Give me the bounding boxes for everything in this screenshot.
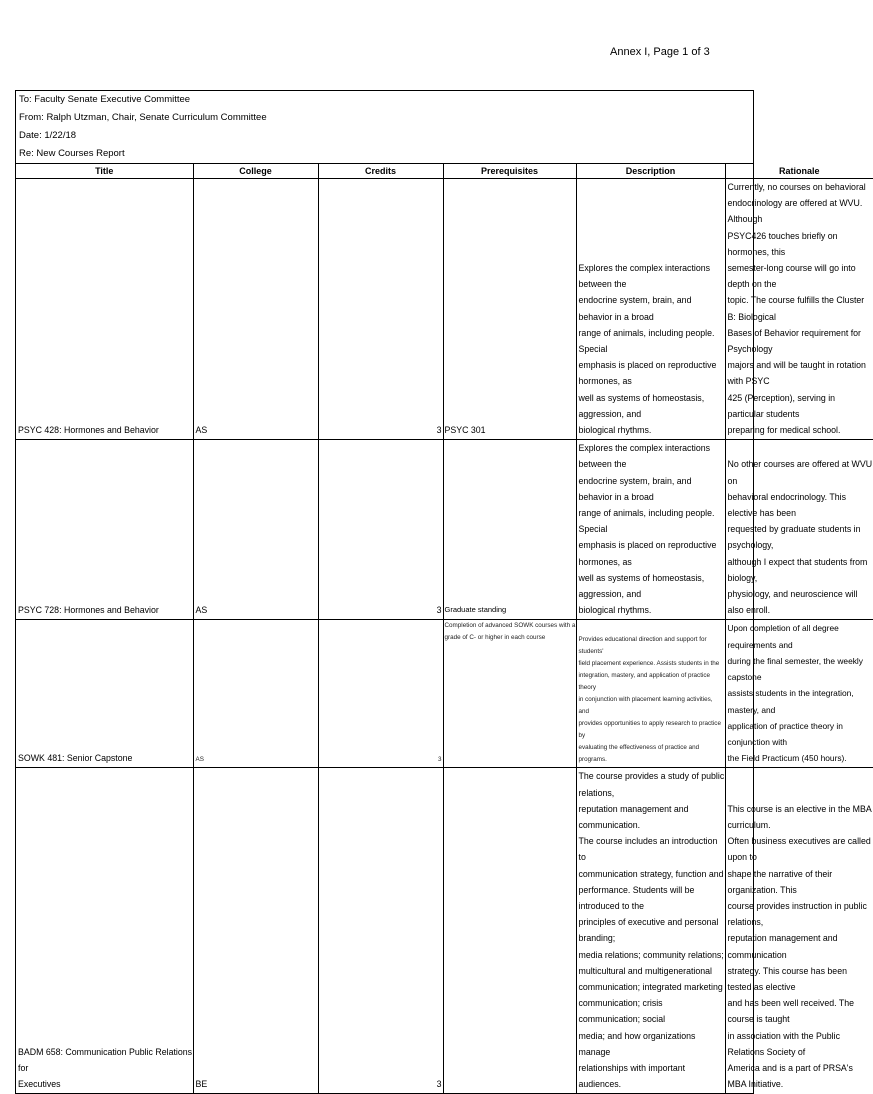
course-rationale: Upon completion of all degree requirements and during the final semester, the weekly capstone assists students in the integration, mastery, and application of practice theory in conjunction with the Field Practicum (450 hours). xyxy=(725,620,873,768)
memo-re: Re: New Courses Report xyxy=(16,145,753,164)
course-prerequisites: Completion of advanced SOWK courses with a grade of C- or higher in each course xyxy=(443,620,576,768)
header-description: Description xyxy=(576,164,725,179)
course-title: SOWK 481: Senior Capstone xyxy=(16,620,193,768)
header-college: College xyxy=(193,164,318,179)
course-college: AS xyxy=(193,620,318,768)
courses-table xyxy=(16,164,873,1093)
course-description: The course provides a study of public relations, reputation management and communication. The course includes an introduction to communication strategy, function and performance. Students will be introduced to the principles of executive and personal branding; media relations; community relations; multicultural and multigenerational communication; integrated marketing communication; crisis communication; social media; and how organizations manage relationships with important audiences. xyxy=(576,768,725,1094)
course-title: BADM 658: Communication Public Relations for Executives xyxy=(18,1046,193,1090)
memo-date: Date: 1/22/18 xyxy=(19,130,77,141)
memo-to: To: Faculty Senate Executive Committee xyxy=(19,94,191,105)
course-prerequisites: PSYC 301 xyxy=(443,179,576,440)
course-rationale: No other courses are offered at WVU on behavioral endocrinology. This elective has been requested by graduate students in psychology, although I expect that students from biology, physiology, and neuroscience will also enroll. xyxy=(725,440,873,620)
course-college: AS xyxy=(193,179,318,440)
course-description: Provides educational direction and support for students' field placement experience. Assists students in the integration, mastery, and application of practice theory in conjunction with placement learning activities, and provides opportunities to apply research to practice by evaluating the effectiveness of practice and programs. xyxy=(576,620,725,768)
header-rationale: Rationale xyxy=(725,164,873,179)
table-header-row xyxy=(16,164,873,179)
course-prerequisites: Graduate standing xyxy=(443,440,576,620)
header-credits: Credits xyxy=(318,164,443,179)
course-description: Explores the complex interactions between the endocrine system, brain, and behavior in a broad range of animals, including people. Special emphasis is placed on reproductive hormones, as well as systems of homeostasis, aggression, and biological rhythms. xyxy=(576,179,725,440)
header-title: Title xyxy=(16,164,193,179)
course-college: BE xyxy=(193,768,318,1094)
course-rationale: This course is an elective in the MBA curriculum. Often business executives are called upon to shape the narrative of their organization. This course provides instruction in public relations, reputation management and communication strategy. This course has been tested as elective and has been well received. The course is taught in association with the Public Relations Society of America and is a part of PRSA's MBA Initiative. xyxy=(725,768,873,1094)
course-rationale: Currently, no courses on behavioral endocrinology are offered at WVU. Although PSYC426 touches briefly on hormones, this semester-long course will go into depth on the topic. The course fulfills the Cluster B: Biological Bases of Behavior requirement for Psychology majors and will be taught in rotation with PSYC 425 (Perception), serving in particular students preparing for medical school. xyxy=(725,179,873,440)
table-row xyxy=(16,440,873,620)
course-title: PSYC 728: Hormones and Behavior xyxy=(16,440,193,620)
memo-from: From: Ralph Utzman, Chair, Senate Curriculum Committee xyxy=(19,112,267,123)
course-credits: 3 xyxy=(318,768,443,1094)
header-prerequisites: Prerequisites xyxy=(443,164,576,179)
course-title: PSYC 428: Hormones and Behavior xyxy=(16,179,193,440)
page-annex-label: Annex I, Page 1 of 3 xyxy=(610,46,710,58)
table-row xyxy=(16,179,873,440)
course-prerequisites xyxy=(443,768,576,1094)
table-row xyxy=(16,620,873,768)
course-description: Explores the complex interactions between the endocrine system, brain, and behavior in a broad range of animals, including people. Special emphasis is placed on reproductive hormones, as well as systems of homeostasis, aggression, and biological rhythms. xyxy=(576,440,725,620)
table-row xyxy=(16,768,873,1094)
course-credits: 3 xyxy=(318,620,443,768)
new-courses-report xyxy=(15,90,873,1094)
course-credits: 3 xyxy=(318,179,443,440)
course-college: AS xyxy=(193,440,318,620)
course-credits: 3 xyxy=(318,440,443,620)
